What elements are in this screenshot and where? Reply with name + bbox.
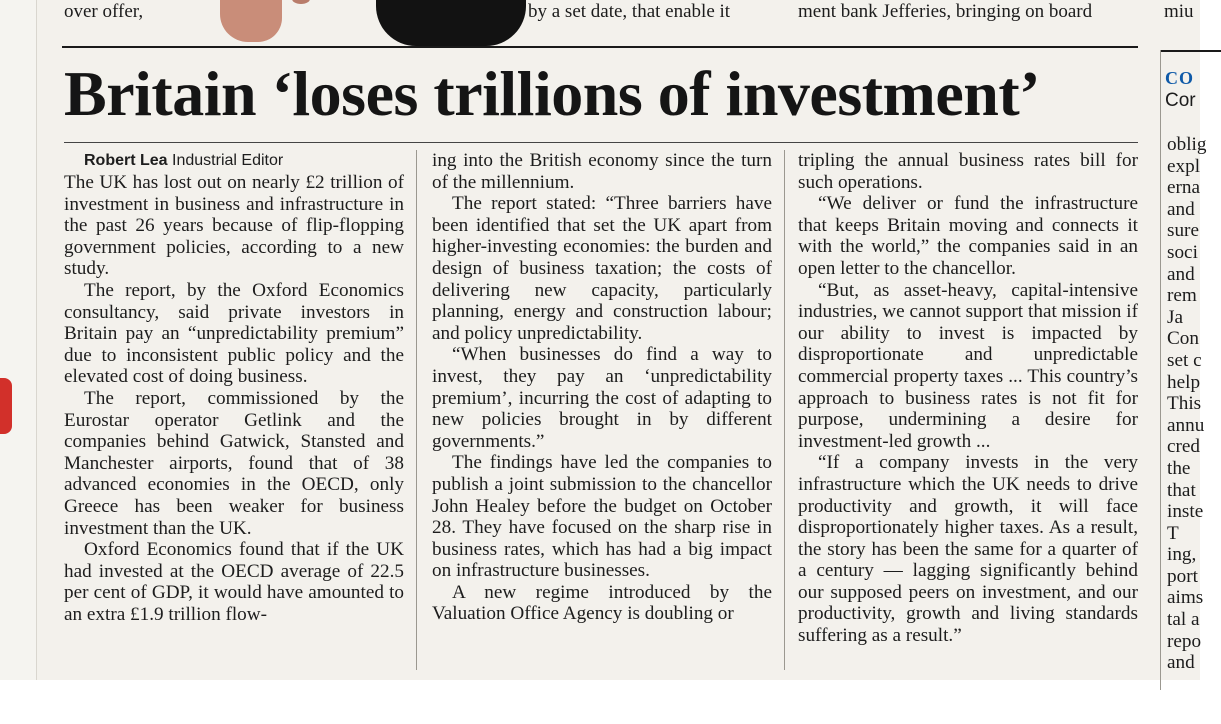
paragraph: The report, by the Oxford Economics consultancy, said private investors in Britain pay an “unpredictability premium” due to inconsistent public policy and the elevated cost of doing business.: [64, 279, 404, 388]
adjacent-text-line: repo: [1167, 630, 1202, 652]
column-rule: [784, 150, 785, 670]
photo-detail: [292, 0, 310, 4]
adjacent-text-line: the: [1167, 457, 1191, 479]
paragraph: tripling the annual business rates bill for such operations.: [798, 150, 1138, 193]
adjacent-text-line: erna: [1167, 177, 1201, 199]
byline-name: Robert Lea: [84, 152, 168, 169]
headline-rule: [64, 142, 1138, 143]
paragraph: “When businesses do find a way to invest, they pay an ‘unpredictability premium’, incurring the cost of adapting to new policies brought in by different governments.”: [432, 344, 772, 452]
paragraph: ing into the British economy since the turn of the millennium.: [432, 150, 772, 193]
adjacent-text-line: ing,: [1167, 544, 1197, 566]
adjacent-text-line: oblig: [1167, 134, 1207, 155]
adjacent-text-line: This: [1167, 393, 1202, 415]
adjacent-text-line: rem: [1167, 285, 1197, 307]
adjacent-text-line: soci: [1167, 241, 1198, 263]
adjacent-text-line: cred: [1167, 436, 1201, 458]
article-photo-fragment: [214, 0, 564, 44]
paragraph: The findings have led the companies to publish a joint submission to the chancellor John Healey before the budget on October 28. They have focused on the sharp rise in business rates, which has had a big impact on infrastructure businesses.: [432, 452, 772, 582]
top-strip-col3: ment bank Jefferies, bringing on board: [798, 1, 1093, 22]
adjacent-text-line: tal a: [1167, 609, 1200, 631]
paragraph: The report, commissioned by the Eurostar operator Getlink and the companies behind Gatwick, Stansted and Manchester airports, found that of 38 advanced economies in the OECD, only Greece has been weaker for business investment than the UK.: [64, 387, 404, 539]
article-column-1: [64, 150, 404, 625]
adjacent-text-line: and: [1167, 198, 1195, 220]
top-strip-col4: miu: [1164, 1, 1194, 22]
adjacent-rule: [1161, 50, 1221, 52]
adjacent-article-column: [1160, 50, 1221, 690]
section-rule: [62, 46, 1138, 48]
adjacent-text-line: annu: [1167, 414, 1205, 436]
photo-suit: [376, 0, 526, 46]
adjacent-text-lines: [1167, 134, 1206, 674]
adjacent-text-line: expl: [1167, 155, 1201, 177]
adjacent-text-line: sure: [1167, 220, 1199, 242]
adjacent-text-line: port: [1167, 565, 1198, 587]
paragraph: The report stated: “Three barriers have been identified that set the UK apart from higher-investing economies: the burden and design of business taxation; the costs of delivering new capacity, particularly planning, energy and construction labour; and policy unpredictability.: [432, 193, 772, 344]
column-rule: [416, 150, 417, 670]
left-page-margin: [0, 0, 37, 680]
paragraph: The UK has lost out on nearly £2 trillion of investment in business and infrastructure in the past 26 years because of flip-flopping government policies, according to a new study.: [64, 172, 404, 280]
top-strip-col1: over offer,: [64, 1, 144, 22]
adjacent-text-line: help: [1167, 371, 1201, 393]
adjacent-text-line: and: [1167, 652, 1195, 674]
paragraph: “We deliver or fund the infrastructure that keeps Britain moving and connects it with the world,” the companies said in an open letter to the chancellor.: [798, 193, 1138, 279]
paragraph: Oxford Economics found that if the UK had invested at the OECD average of 22.5 per cent of GDP, it would have amounted to an extra £1.9 trillion flow-: [64, 539, 404, 625]
paragraph: “If a company invests in the very infrastructure which the UK needs to drive productivity and growth, it will face disproportionately higher taxes. As a result, the story has been the same for a quarter of a century — lagging significantly behind our supposed peers on investment, and our productivity, growth and living standards suffering as a result.”: [798, 452, 1138, 647]
paragraph: “But, as asset-heavy, capital-intensive industries, we cannot support that mission if our ability to invest is impacted by disproportionate and unpredictable commercial property taxes ... This country’s approach to business rates is not fit for purpose, undermining a desire for investment-led growth ...: [798, 279, 1138, 452]
article-column-3: [798, 150, 1138, 647]
photo-hand: [220, 0, 282, 42]
adjacent-text-line: Con: [1167, 328, 1199, 350]
adjacent-text-line: that: [1167, 479, 1196, 501]
adjacent-text-line: set c: [1167, 349, 1202, 371]
adjacent-subhead: Cor: [1165, 90, 1196, 111]
adjacent-kicker: CO: [1165, 68, 1194, 88]
article-column-2: [432, 150, 772, 625]
adjacent-text-line: T: [1167, 522, 1179, 544]
red-graphic-fragment: [0, 378, 12, 434]
headline: Britain ‘loses trillions of investment’: [64, 58, 1040, 129]
adjacent-text-line: and: [1167, 263, 1195, 285]
top-strip-col2: by a set date, that enable it: [528, 1, 731, 22]
adjacent-text-line: Ja: [1167, 306, 1183, 328]
byline: [64, 150, 404, 172]
adjacent-text-line: aims: [1167, 587, 1204, 609]
paragraph: A new regime introduced by the Valuation Office Agency is doubling or: [432, 581, 772, 625]
adjacent-text-line: inste: [1167, 501, 1204, 523]
byline-role: Industrial Editor: [172, 152, 284, 169]
previous-article-strip: [36, 0, 1200, 44]
